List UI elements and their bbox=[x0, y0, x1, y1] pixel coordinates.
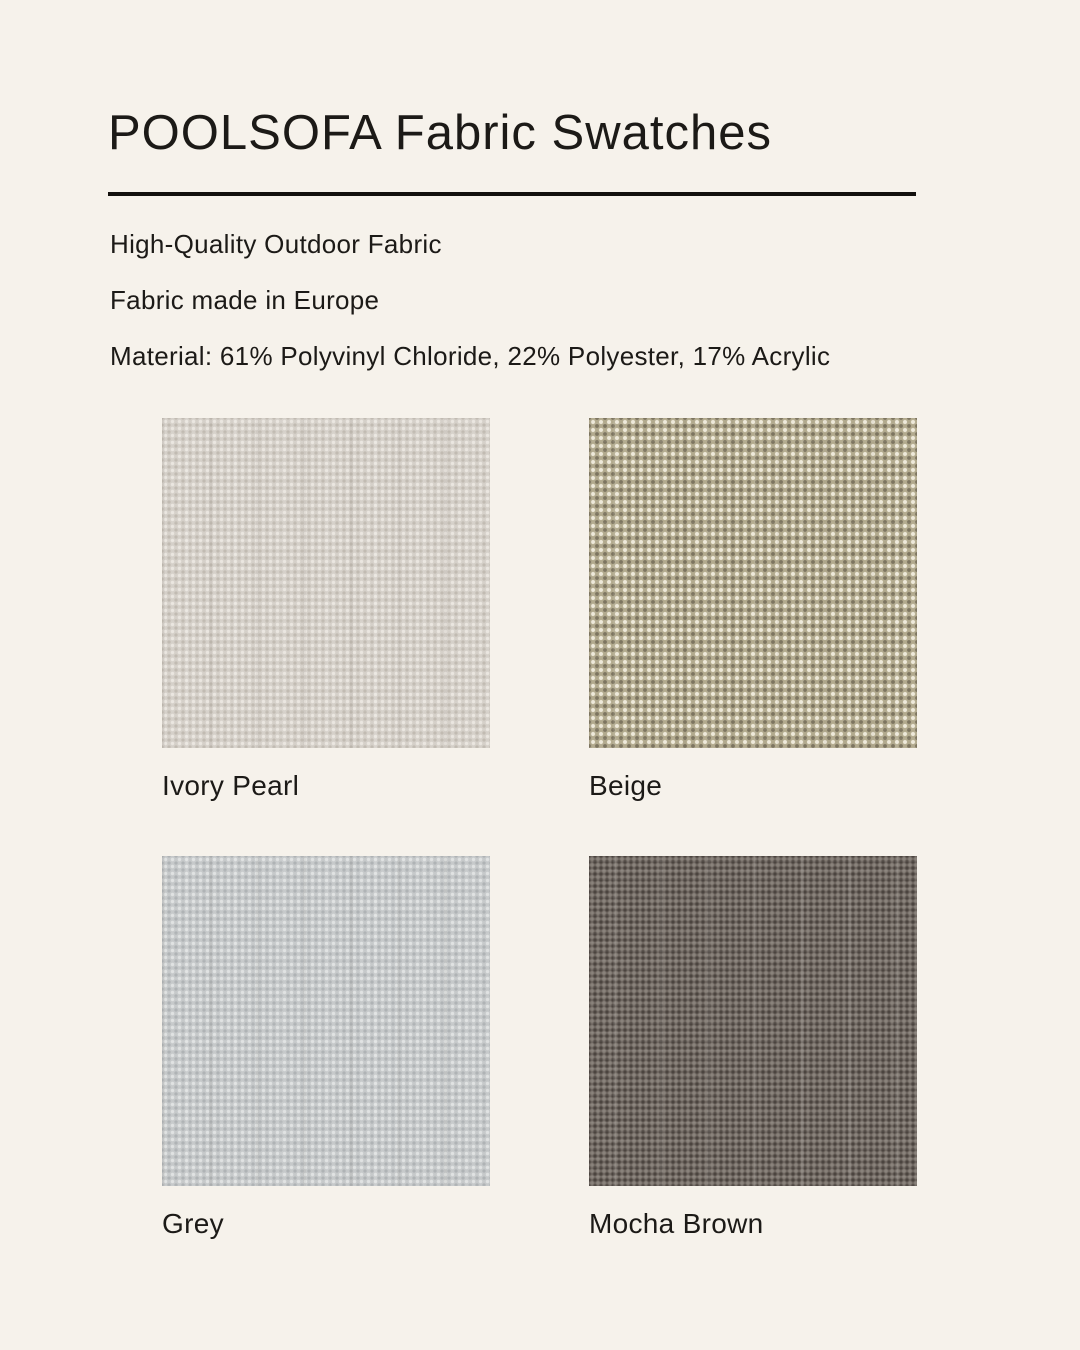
swatch-label-grey: Grey bbox=[162, 1208, 224, 1239]
swatch-label-ivory-pearl: Ivory Pearl bbox=[162, 770, 300, 801]
swatch-label-mocha-brown: Mocha Brown bbox=[589, 1208, 764, 1239]
fabric-swatch-ivory-pearl bbox=[162, 418, 490, 748]
swatch-label-beige: Beige bbox=[589, 770, 663, 801]
swatch-cell-mocha-brown bbox=[589, 856, 917, 1241]
fabric-swatch-grey bbox=[162, 856, 490, 1186]
page-title: POOLSOFA Fabric Swatches bbox=[108, 106, 772, 160]
detail-material: Material: 61% Polyvinyl Chloride, 22% Polyester, 17% Acrylic bbox=[110, 341, 831, 371]
detail-quality: High-Quality Outdoor Fabric bbox=[110, 229, 442, 259]
swatch-cell-ivory-pearl bbox=[162, 418, 490, 803]
title-divider bbox=[108, 192, 916, 196]
swatch-grid bbox=[162, 418, 917, 1241]
swatch-cell-grey bbox=[162, 856, 490, 1241]
detail-origin: Fabric made in Europe bbox=[110, 285, 380, 315]
fabric-swatch-mocha-brown bbox=[589, 856, 917, 1186]
fabric-swatch-beige bbox=[589, 418, 917, 748]
swatch-cell-beige bbox=[589, 418, 917, 803]
